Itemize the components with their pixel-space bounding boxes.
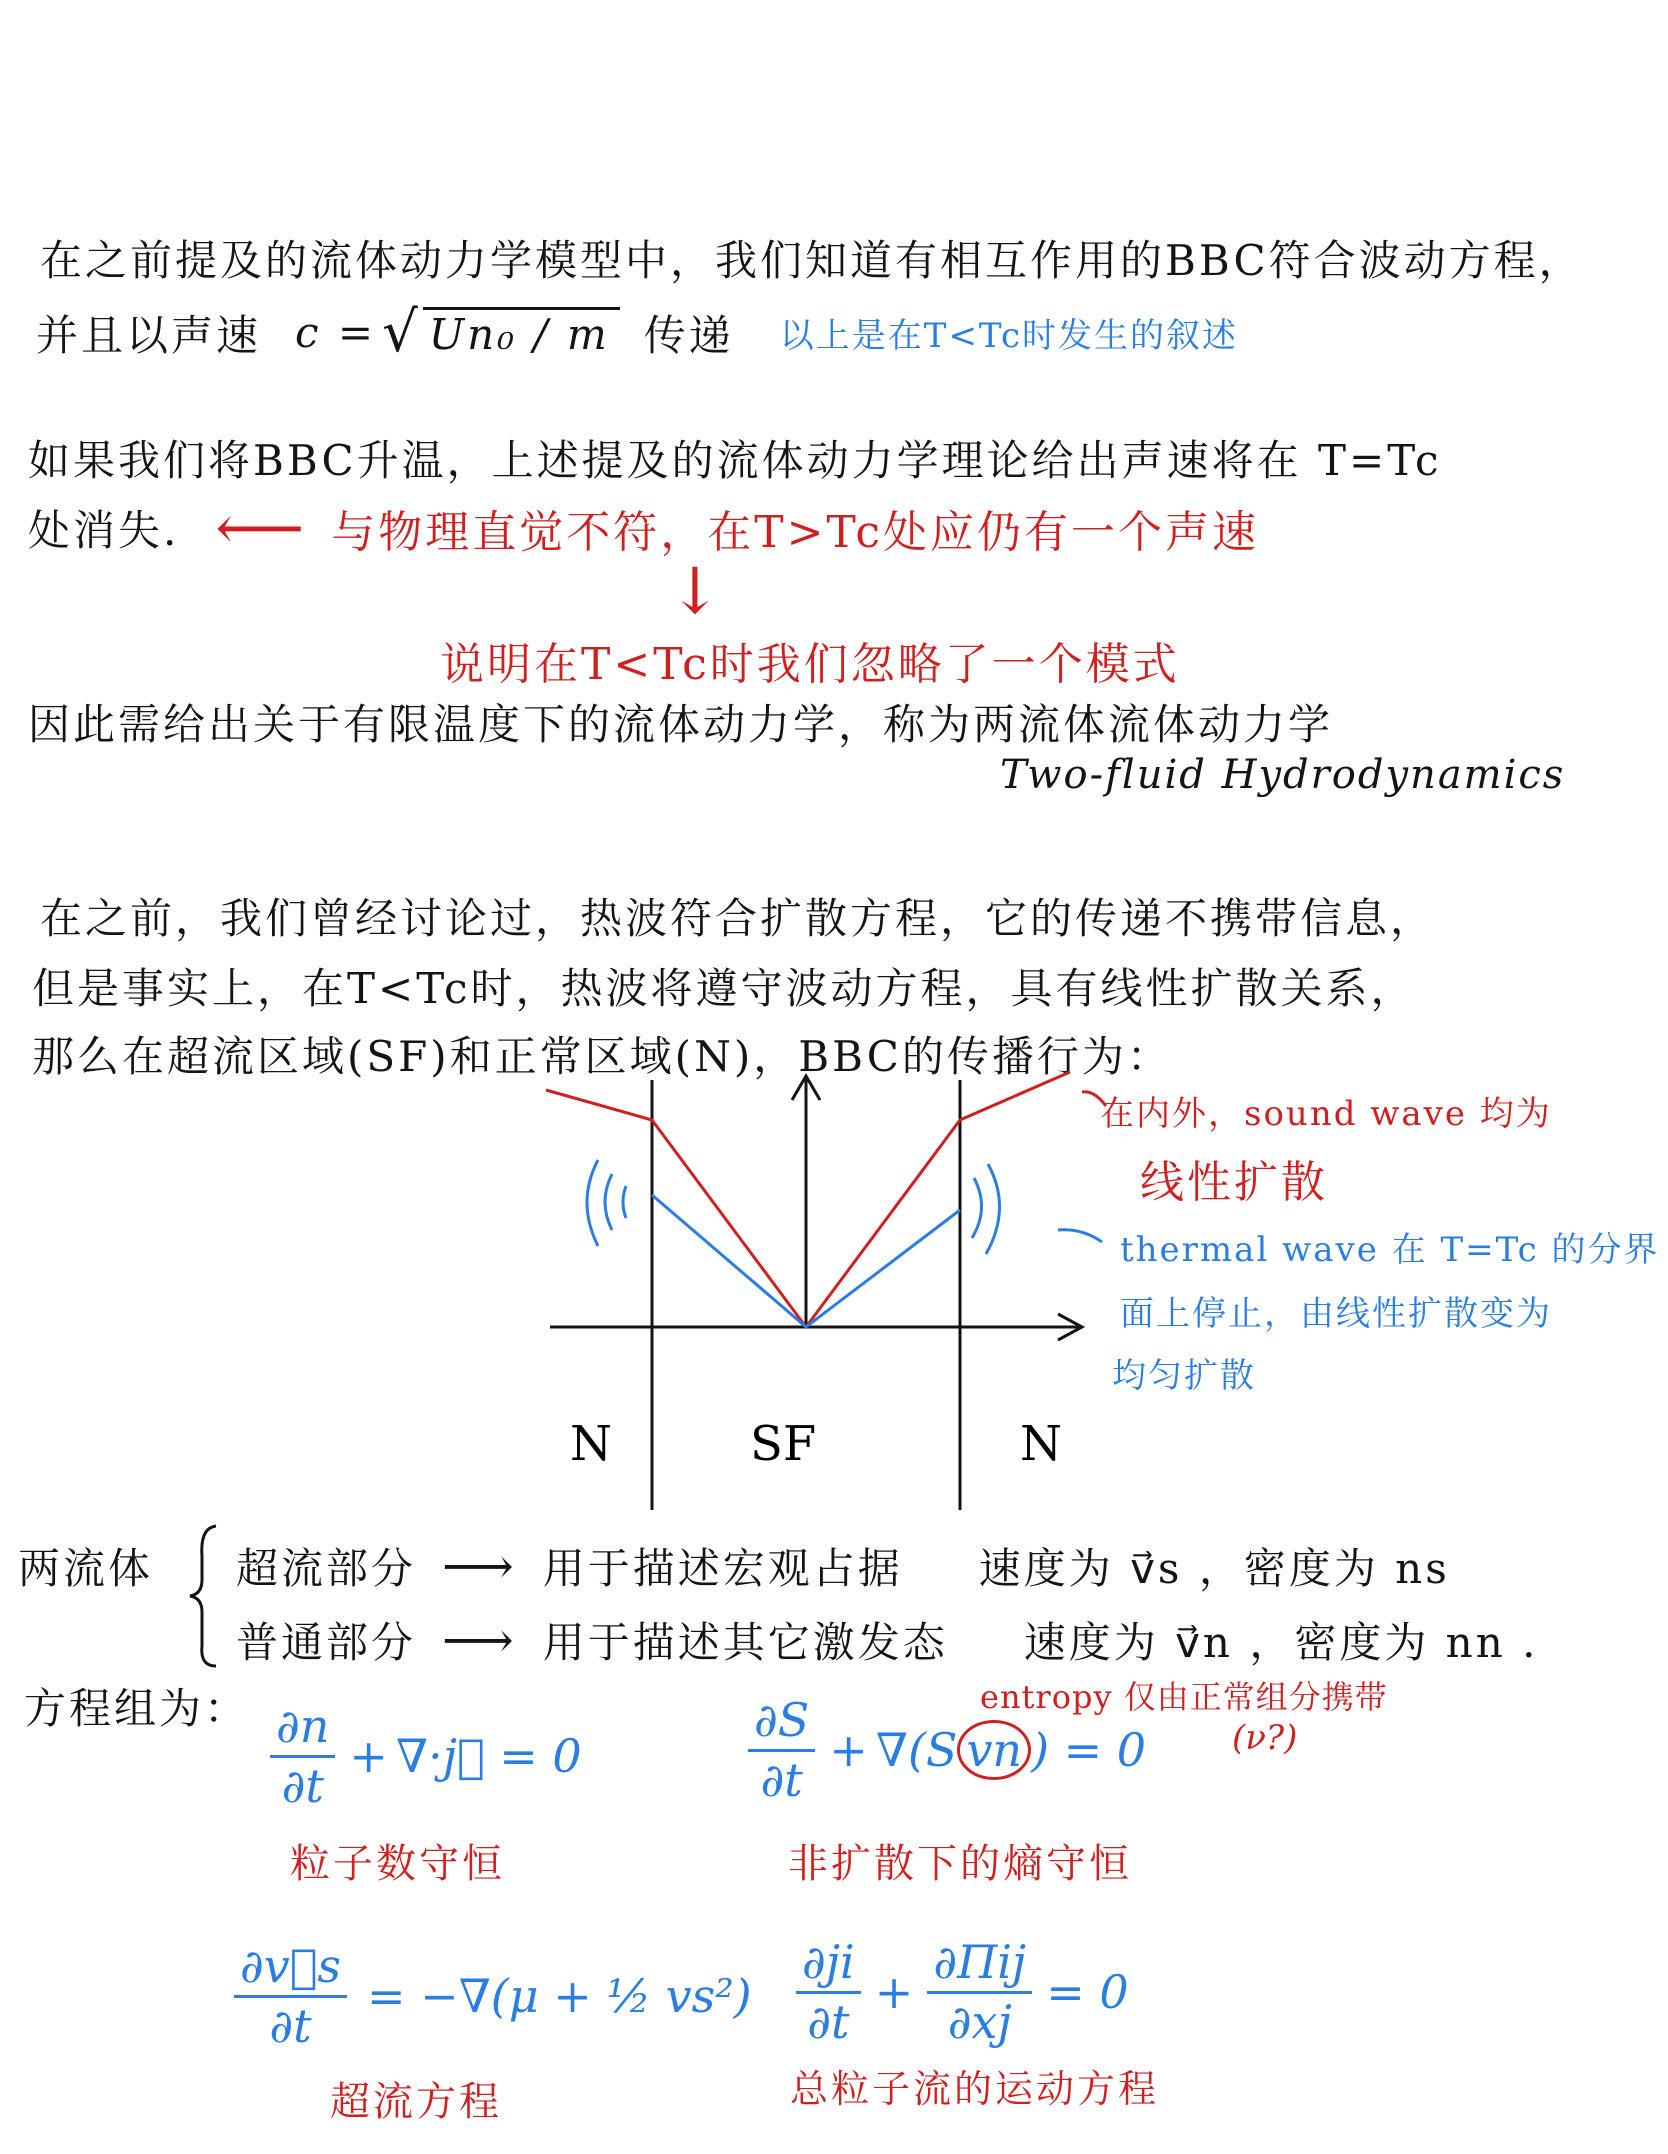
p2-line-1: 如果我们将BBC升温，上述提及的流体动力学理论给出声速将在 T=Tc [28,436,1442,485]
eq2-entropy-note-line-1: entropy 仅由正常组分携带 [980,1678,1388,1716]
eq4-rest: = 0 [1046,1965,1129,2020]
eq1-numerator: ∂n [270,1700,335,1758]
intro-line-2-prefix: 并且以声速 [36,310,262,360]
propagation-diagram [540,1070,1100,1520]
intro-blue-note: 以上是在T<Tc时发生的叙述 [779,316,1239,356]
p4-line-2: 但是事实上，在T<Tc时，热波将遵守波动方程，具有线性扩散关系， [32,964,1416,1013]
right-arrow-icon: ⟶ [442,1537,517,1595]
left-wave-mark-inner [605,1174,612,1230]
sound-speed-formula-lhs: c = [295,308,377,357]
eq2-rest-pre: ∇(S [875,1723,958,1778]
equations-intro: 方程组为： [24,1684,250,1733]
left-wave-mark-small [623,1186,626,1218]
eq1-rest: ∇·j⃗ = 0 [395,1729,582,1784]
sound-wave-line [546,1072,1070,1327]
eq4-numerator-2: ∂Πij [927,1936,1032,1994]
p4-line-1: 在之前，我们曾经讨论过，热波符合扩散方程，它的传递不携带信息， [40,894,1436,943]
p3-line-1: 因此需给出关于有限温度下的流体动力学，称为两流体流体动力学 [28,700,1334,749]
intro-line-2 [36,300,1238,365]
label-left-N: N [570,1416,612,1472]
p2-red-conclusion: 说明在T<Tc时我们忽略了一个模式 [440,639,1180,690]
label-right-N: N [1020,1416,1062,1472]
sound-note-leader-line [1080,1084,1110,1114]
eq4-plus: + [874,1965,914,2020]
eq1-denominator: ∂t [281,1758,324,1813]
thermal-note-leader-line [1056,1226,1106,1246]
curly-brace-icon [186,1520,226,1670]
sqrt-sign: √ [382,300,421,365]
p3-english-term: Two-fluid Hydrodynamics [1000,752,1566,798]
sound-note-line-1: 在内外，sound wave 均为 [1100,1094,1552,1134]
eq3-rest: = −∇(μ + ½ vs²) [366,1969,752,2024]
down-arrow-icon: ↓ [668,555,722,629]
two-fluid-row-superfluid [236,1536,1450,1596]
two-fluid-label: 两流体 [18,1544,154,1593]
eq1-plus: + [349,1729,388,1784]
left-wave-mark-outer [587,1160,598,1246]
thermal-note-line-2: 面上停止，由线性扩散变为 [1120,1294,1552,1334]
eq4-denominator-1: ∂t [807,1994,850,2049]
intro-line-2-suffix: 传递 [643,310,734,360]
thermal-note-line-3: 均匀扩散 [1112,1356,1256,1396]
label-center-SF: SF [750,1416,817,1472]
normal-part-label: 普通部分 [236,1618,417,1667]
eq2-entropy-note-line-2: (ν?) [1232,1718,1298,1758]
intro-line-1: 在之前提及的流体动力学模型中，我们知道有相互作用的BBC符合波动方程， [40,236,1584,285]
eq4-caption: 总粒子流的运动方程 [790,2067,1160,2111]
eq4-numerator-1: ∂ji [796,1936,861,1994]
p2-red-comment: 与物理直觉不符，在T>Tc处应仍有一个声速 [331,507,1260,558]
eq2-caption: 非扩散下的熵守恒 [788,1841,1132,1887]
equation-particle-conservation [264,1700,582,1813]
thermal-note-line-1: thermal wave 在 T=Tc 的分界 [1120,1230,1660,1270]
normal-part-desc: 用于描述其它激发态 [542,1618,948,1667]
p2-line-2 [28,491,1260,564]
equation-superfluid [228,1940,752,2053]
sound-note-line-2: 线性扩散 [1140,1157,1328,1208]
superfluid-part-desc: 用于描述宏观占据 [542,1544,903,1593]
p4-line-3: 那么在超流区域(SF)和正常区域(N)，BBC的传播行为： [32,1032,1172,1081]
p2-line-2-text: 处消失. [28,506,180,555]
left-arrow-icon: ⟵ [215,491,308,564]
normal-velocity-density: 速度为 v⃗n ，密度为 nn . [1023,1618,1539,1667]
right-wave-mark-outer [986,1164,1000,1254]
right-arrow-icon: ⟶ [442,1611,517,1669]
eq3-numerator: ∂v⃗s [234,1940,347,1998]
sound-speed-formula-radicand: Un₀ / m [423,307,620,359]
eq3-caption: 超流方程 [330,2079,502,2125]
eq2-circled-vn: vn [957,1720,1031,1780]
eq1-caption: 粒子数守恒 [290,1841,505,1887]
eq2-rest-post: ) = 0 [1031,1723,1147,1778]
eq3-denominator: ∂t [269,1998,312,2053]
superfluid-part-label: 超流部分 [236,1544,417,1593]
equation-momentum [790,1936,1129,2049]
superfluid-velocity-density: 速度为 v⃗s ，密度为 ns [978,1544,1450,1593]
eq4-denominator-2: ∂xj [947,1994,1012,2049]
eq2-plus: + [829,1723,868,1778]
eq2-numerator: ∂S [748,1694,815,1752]
right-wave-mark-inner [972,1178,982,1238]
eq2-denominator: ∂t [760,1752,803,1807]
two-fluid-row-normal [236,1610,1538,1670]
